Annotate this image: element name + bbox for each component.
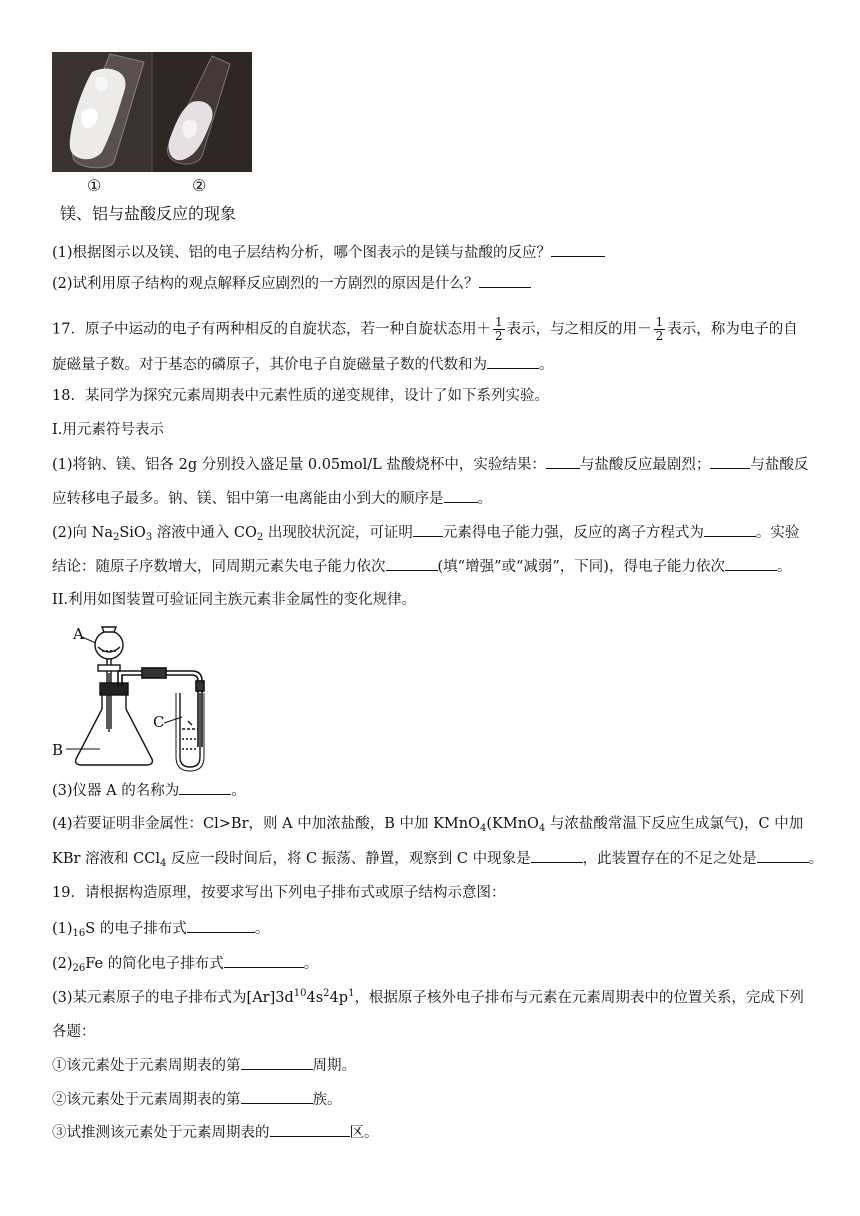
- answer-blank[interactable]: [757, 848, 809, 863]
- q18-s4-line1: (4)若要证明非金属性：Cl>Br，则 A 中加浓盐酸，B 中加 KMnO$_4$(KMnO$_4$ 与浓盐酸常温下反应生成氯气)，C 中加: [52, 816, 804, 834]
- q18-part1-heading: I.用元素符号表示: [52, 422, 164, 438]
- q17-line2: 旋磁量子数。对于基态的磷原子，其价电子自旋磁量子数的代数和为 。: [52, 354, 554, 375]
- q18-s4-line2: KBr 溶液和 CCl$_4$ 反应一段时间后，将 C 振荡、静置，观察到 C 中现象是 ，此装置存在的不足之处是 。: [52, 848, 823, 869]
- q19-part3-line1: (3)某元素原子的电子排布式为$[Ar]3d^{10}4s^24p^1$，根据原子核外电子排布与元素在元素周期表中的位置关系，完成下列: [52, 988, 804, 1006]
- pointer-line-a: [82, 637, 96, 643]
- answer-blank[interactable]: [479, 273, 531, 288]
- reaction-photo: [52, 52, 252, 172]
- answer-blank[interactable]: [444, 488, 478, 503]
- answer-blank[interactable]: [386, 556, 438, 571]
- q16-part2: (2)试利用原子结构的观点解释反应剧烈的一方剧烈的原因是什么？: [52, 273, 531, 294]
- flask: [76, 683, 153, 765]
- answer-blank[interactable]: [546, 454, 580, 469]
- q19-item3: ③试推测该元素处于元素周期表的 区。: [52, 1122, 379, 1143]
- label-a: A: [73, 625, 84, 643]
- answer-blank[interactable]: [551, 242, 605, 257]
- q18-s1-line1: (1)将钠、镁、铝各 2g 分别投入盛足量 0.05mol/L 盐酸烧杯中，实验结果： 与盐酸反应最剧烈； 与盐酸反: [52, 454, 808, 475]
- answer-blank[interactable]: [241, 1055, 313, 1070]
- q19-part2: $(2)_{26}Fe$ 的简化电子排布式 。: [52, 953, 318, 974]
- q16-part1: (1)根据图示以及镁、铝的电子层结构分析，哪个图表示的是镁与盐酸的反应？: [52, 242, 605, 263]
- q19-item1: ①该元素处于元素周期表的第 周期。: [52, 1055, 356, 1076]
- answer-blank[interactable]: [241, 1089, 313, 1104]
- answer-blank[interactable]: [179, 780, 231, 795]
- answer-blank[interactable]: [531, 848, 583, 863]
- delivery-tube: [118, 668, 204, 747]
- photo-label-right: ②: [192, 176, 207, 195]
- answer-blank[interactable]: [725, 556, 777, 571]
- label-b: B: [52, 741, 64, 759]
- q18-title: 18．某同学为探究元素周期表中元素性质的递变规律，设计了如下系列实验。: [52, 388, 549, 404]
- q18-s2-line2: 结论：随原子序数增大，同周期元素失电子能力依次 (填“增强”或“减弱”，下同)，得电子能力依次 。: [52, 556, 791, 577]
- answer-blank[interactable]: [224, 953, 304, 968]
- q18-part2-heading: II.利用如图装置可验证同主族元素非金属性的变化规律。: [52, 592, 417, 608]
- q18-s2-line1: (2)向 $Na_2SiO_3$ 溶液中通入 $CO_2$ 出现胶状沉淀，可证明 元素得电子能力强，反应的离子方程式为 。实验: [52, 522, 799, 543]
- q19-part1: $(1)_{16}S$ 的电子排布式 。: [52, 918, 269, 939]
- photo-caption: 镁、铝与盐酸反应的现象: [60, 204, 237, 223]
- q18-s1-line2: 应转移电子最多。钠、镁、铝中第一电离能由小到大的顺序是 。: [52, 488, 492, 509]
- answer-blank[interactable]: [413, 522, 443, 537]
- answer-blank[interactable]: [704, 522, 756, 537]
- q19-title: 19．请根据构造原理，按要求写出下列电子排布式或原子结构示意图：: [52, 885, 506, 901]
- label-c: C: [153, 713, 165, 731]
- test-tube: [176, 693, 204, 771]
- answer-blank[interactable]: [270, 1122, 350, 1137]
- q18-s3: (3)仪器 A 的名称为 。: [52, 780, 246, 801]
- q17-line1: 17．原子中运动的电子有两种相反的自旋状态，若一种自旋状态用＋ $\frac{1}{2}$ 表示，与之相反的用－ $\frac{1}{2}$ 表示，称为电子的自: [52, 315, 798, 343]
- fraction: $\frac{1}{2}$: [655, 315, 664, 343]
- photo-label-left: ①: [87, 176, 102, 195]
- answer-blank[interactable]: [187, 918, 255, 933]
- answer-blank[interactable]: [710, 454, 750, 469]
- q19-part3-line2: 各题：: [52, 1024, 96, 1040]
- q19-item2: ②该元素处于元素周期表的第 族。: [52, 1089, 342, 1110]
- fraction: $\frac{1}{2}$: [494, 315, 503, 343]
- answer-blank[interactable]: [487, 354, 539, 369]
